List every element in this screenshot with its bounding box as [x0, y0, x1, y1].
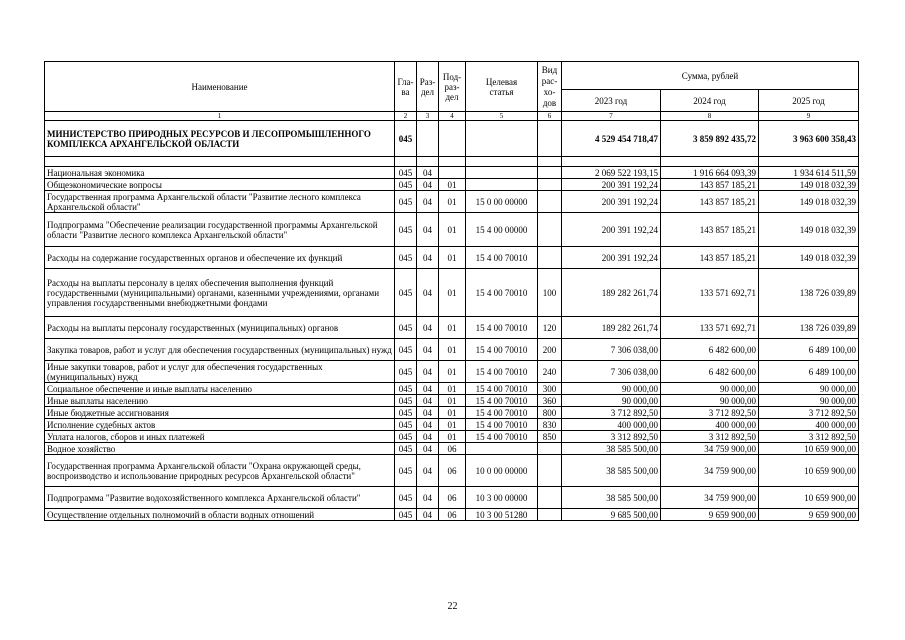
cell-razdel: 04 [417, 339, 439, 361]
table-row [45, 191, 859, 213]
cell-glava: 045 [395, 269, 417, 317]
cell-celevaya-statya [466, 167, 538, 179]
table-row [45, 509, 859, 521]
table-row [45, 213, 859, 247]
cell-celevaya-statya: 10 3 00 51280 [466, 509, 538, 521]
cell-glava: 045 [395, 407, 417, 419]
cell-sum-2025: 149 018 032,39 [759, 179, 859, 191]
cell-sum-2025: 10 659 900,00 [759, 455, 859, 487]
cell-podrazdel: 01 [439, 269, 466, 317]
cell-sum-2025: 3 963 600 358,43 [759, 121, 859, 157]
cell-glava: 045 [395, 383, 417, 395]
cell-name: Осуществление отдельных полномочий в области водных отношений [45, 509, 395, 521]
cell-celevaya-statya: 15 4 00 70010 [466, 317, 538, 339]
cell-podrazdel [439, 121, 466, 157]
cell-razdel [417, 157, 439, 167]
cell-sum-2024: 9 659 900,00 [661, 509, 759, 521]
table-row [45, 361, 859, 383]
cell-glava: 045 [395, 339, 417, 361]
col-number: 5 [466, 112, 538, 121]
cell-glava: 045 [395, 247, 417, 269]
cell-sum-2023: 90 000,00 [562, 383, 661, 395]
cell-sum-2025: 400 000,00 [759, 419, 859, 431]
cell-podrazdel: 01 [439, 317, 466, 339]
cell-sum-2023: 3 312 892,50 [562, 431, 661, 443]
cell-name: Иные выплаты населению [45, 395, 395, 407]
col-number: 9 [759, 112, 859, 121]
cell-vid-rashodov: 120 [538, 317, 562, 339]
col-number: 7 [562, 112, 661, 121]
cell-vid-rashodov: 360 [538, 395, 562, 407]
table-row [45, 407, 859, 419]
cell-name: Закупка товаров, работ и услуг для обеспечения государственных (муниципальных) нужд [45, 339, 395, 361]
cell-celevaya-statya [466, 157, 538, 167]
cell-razdel: 04 [417, 167, 439, 179]
cell-podrazdel: 01 [439, 395, 466, 407]
cell-razdel [417, 121, 439, 157]
cell-sum-2023: 38 585 500,00 [562, 487, 661, 509]
cell-glava: 045 [395, 121, 417, 157]
page-number: 22 [447, 601, 458, 612]
cell-razdel: 04 [417, 419, 439, 431]
cell-podrazdel: 01 [439, 247, 466, 269]
header-celevaya-statya: Целевая статья [466, 62, 538, 112]
cell-razdel: 04 [417, 179, 439, 191]
cell-vid-rashodov: 300 [538, 383, 562, 395]
header-razdel: Раз- дел [417, 62, 439, 112]
cell-sum-2023 [562, 157, 661, 167]
cell-sum-2023: 38 585 500,00 [562, 455, 661, 487]
cell-sum-2025: 6 489 100,00 [759, 361, 859, 383]
cell-glava: 045 [395, 443, 417, 455]
cell-name: Расходы на содержание государственных органов и обеспечение их функций [45, 247, 395, 269]
cell-glava: 045 [395, 455, 417, 487]
cell-vid-rashodov: 850 [538, 431, 562, 443]
col-number: 1 [45, 112, 395, 121]
header-summa: Сумма, рублей [562, 62, 859, 90]
cell-sum-2024: 6 482 600,00 [661, 361, 759, 383]
cell-razdel: 04 [417, 317, 439, 339]
cell-sum-2023: 2 069 522 193,15 [562, 167, 661, 179]
cell-sum-2024: 6 482 600,00 [661, 339, 759, 361]
cell-name: Национальная экономика [45, 167, 395, 179]
header-year-2023: 2023 год [562, 90, 661, 112]
cell-celevaya-statya: 15 4 00 70010 [466, 431, 538, 443]
cell-razdel: 04 [417, 247, 439, 269]
cell-razdel: 04 [417, 443, 439, 455]
table-row [45, 157, 859, 167]
table-body [45, 121, 859, 521]
cell-sum-2025: 9 659 900,00 [759, 509, 859, 521]
cell-vid-rashodov [538, 213, 562, 247]
cell-celevaya-statya: 15 4 00 70010 [466, 269, 538, 317]
cell-glava: 045 [395, 431, 417, 443]
cell-podrazdel: 01 [439, 339, 466, 361]
cell-sum-2024: 34 759 900,00 [661, 455, 759, 487]
col-number: 4 [439, 112, 466, 121]
cell-podrazdel: 06 [439, 455, 466, 487]
cell-sum-2024: 143 857 185,21 [661, 179, 759, 191]
cell-vid-rashodov [538, 191, 562, 213]
cell-celevaya-statya: 15 4 00 70010 [466, 361, 538, 383]
cell-razdel: 04 [417, 269, 439, 317]
cell-glava: 045 [395, 487, 417, 509]
cell-sum-2024 [661, 157, 759, 167]
cell-sum-2023: 200 391 192,24 [562, 191, 661, 213]
cell-sum-2023: 7 306 038,00 [562, 361, 661, 383]
cell-podrazdel [439, 167, 466, 179]
cell-sum-2025: 149 018 032,39 [759, 247, 859, 269]
col-number: 3 [417, 112, 439, 121]
cell-sum-2025: 149 018 032,39 [759, 213, 859, 247]
cell-celevaya-statya: 15 4 00 00000 [466, 213, 538, 247]
cell-name [45, 157, 395, 167]
table-row [45, 431, 859, 443]
cell-name: МИНИСТЕРСТВО ПРИРОДНЫХ РЕСУРСОВ И ЛЕСОПРОМЫШЛЕННОГО КОМПЛЕКСА АРХАНГЕЛЬСКОЙ ОБЛАСТИ [45, 121, 395, 157]
cell-razdel: 04 [417, 431, 439, 443]
cell-celevaya-statya: 15 4 00 70010 [466, 383, 538, 395]
cell-podrazdel: 01 [439, 431, 466, 443]
cell-glava: 045 [395, 317, 417, 339]
cell-podrazdel: 01 [439, 419, 466, 431]
cell-name: Исполнение судебных актов [45, 419, 395, 431]
cell-sum-2025 [759, 157, 859, 167]
cell-sum-2025: 6 489 100,00 [759, 339, 859, 361]
cell-vid-rashodov [538, 455, 562, 487]
cell-sum-2024: 133 571 692,71 [661, 269, 759, 317]
cell-name: Водное хозяйство [45, 443, 395, 455]
table-row [45, 167, 859, 179]
cell-razdel: 04 [417, 455, 439, 487]
table-row [45, 455, 859, 487]
cell-vid-rashodov [538, 509, 562, 521]
cell-podrazdel: 06 [439, 487, 466, 509]
table-row [45, 395, 859, 407]
cell-sum-2024: 133 571 692,71 [661, 317, 759, 339]
table-row [45, 179, 859, 191]
header-glava: Гла- ва [395, 62, 417, 112]
cell-sum-2024: 143 857 185,21 [661, 247, 759, 269]
cell-sum-2023: 4 529 454 718,47 [562, 121, 661, 157]
cell-sum-2025: 138 726 039,89 [759, 317, 859, 339]
cell-name: Расходы на выплаты персоналу в целях обеспечения выполнения функций государственными (муниципальными) органами, казенными учреждениями, органами управления государственными внебюджетными фондами [45, 269, 395, 317]
col-number: 8 [661, 112, 759, 121]
table-row [45, 443, 859, 455]
cell-sum-2024: 143 857 185,21 [661, 213, 759, 247]
cell-podrazdel: 01 [439, 383, 466, 395]
cell-celevaya-statya: 15 4 00 70010 [466, 339, 538, 361]
cell-name: Иные закупки товаров, работ и услуг для обеспечения государственных (муниципальных) нужд [45, 361, 395, 383]
table-row [45, 487, 859, 509]
cell-sum-2023: 3 712 892,50 [562, 407, 661, 419]
cell-podrazdel: 01 [439, 179, 466, 191]
cell-glava: 045 [395, 167, 417, 179]
cell-razdel: 04 [417, 361, 439, 383]
cell-sum-2023: 38 585 500,00 [562, 443, 661, 455]
cell-celevaya-statya: 10 0 00 00000 [466, 455, 538, 487]
cell-vid-rashodov [538, 121, 562, 157]
cell-name: Общеэкономические вопросы [45, 179, 395, 191]
cell-vid-rashodov [538, 179, 562, 191]
cell-name: Подпрограмма "Обеспечение реализации государственной программы Архангельской области "Развитие лесного комплекса Архангельской области" [45, 213, 395, 247]
cell-celevaya-statya: 15 4 00 70010 [466, 395, 538, 407]
table-header [45, 62, 859, 121]
cell-sum-2024: 34 759 900,00 [661, 487, 759, 509]
table-row [45, 339, 859, 361]
cell-glava [395, 157, 417, 167]
header-year-2024: 2024 год [661, 90, 759, 112]
cell-glava: 045 [395, 179, 417, 191]
table-row [45, 247, 859, 269]
cell-razdel: 04 [417, 407, 439, 419]
cell-name: Социальное обеспечение и иные выплаты населению [45, 383, 395, 395]
cell-vid-rashodov [538, 247, 562, 269]
cell-vid-rashodov [538, 443, 562, 455]
cell-glava: 045 [395, 419, 417, 431]
cell-podrazdel: 01 [439, 191, 466, 213]
cell-name: Расходы на выплаты персоналу государственных (муниципальных) органов [45, 317, 395, 339]
cell-vid-rashodov [538, 157, 562, 167]
cell-glava: 045 [395, 395, 417, 407]
cell-sum-2024: 90 000,00 [661, 395, 759, 407]
cell-sum-2023: 200 391 192,24 [562, 179, 661, 191]
table-row [45, 121, 859, 157]
cell-sum-2023: 200 391 192,24 [562, 247, 661, 269]
cell-vid-rashodov: 800 [538, 407, 562, 419]
cell-sum-2024: 400 000,00 [661, 419, 759, 431]
cell-glava: 045 [395, 509, 417, 521]
cell-vid-rashodov: 200 [538, 339, 562, 361]
budget-table [44, 61, 859, 521]
cell-sum-2023: 189 282 261,74 [562, 269, 661, 317]
header-name: Наименование [45, 62, 395, 112]
table-row [45, 317, 859, 339]
header-vid-rashodov: Вид рас- хо- дов [538, 62, 562, 112]
cell-vid-rashodov: 830 [538, 419, 562, 431]
cell-sum-2023: 200 391 192,24 [562, 213, 661, 247]
cell-sum-2025: 3 312 892,50 [759, 431, 859, 443]
cell-celevaya-statya [466, 121, 538, 157]
cell-podrazdel [439, 157, 466, 167]
cell-vid-rashodov: 240 [538, 361, 562, 383]
table-row [45, 419, 859, 431]
cell-celevaya-statya: 15 4 00 70010 [466, 247, 538, 269]
cell-sum-2025: 149 018 032,39 [759, 191, 859, 213]
cell-podrazdel: 06 [439, 509, 466, 521]
cell-sum-2024: 34 759 900,00 [661, 443, 759, 455]
cell-name: Государственная программа Архангельской области "Развитие лесного комплекса Архангельской области" [45, 191, 395, 213]
cell-sum-2024: 90 000,00 [661, 383, 759, 395]
cell-vid-rashodov [538, 487, 562, 509]
cell-name: Иные бюджетные ассигнования [45, 407, 395, 419]
col-number: 2 [395, 112, 417, 121]
cell-sum-2025: 10 659 900,00 [759, 443, 859, 455]
cell-razdel: 04 [417, 509, 439, 521]
cell-razdel: 04 [417, 383, 439, 395]
cell-sum-2025: 90 000,00 [759, 383, 859, 395]
cell-name: Уплата налогов, сборов и иных платежей [45, 431, 395, 443]
cell-podrazdel: 01 [439, 361, 466, 383]
cell-sum-2025: 1 934 614 511,59 [759, 167, 859, 179]
cell-glava: 045 [395, 191, 417, 213]
cell-vid-rashodov [538, 167, 562, 179]
cell-name: Государственная программа Архангельской области "Охрана окружающей среды, воспроизводство и использование природных ресурсов Архангельской области" [45, 455, 395, 487]
cell-razdel: 04 [417, 191, 439, 213]
cell-podrazdel: 01 [439, 407, 466, 419]
cell-sum-2024: 3 859 892 435,72 [661, 121, 759, 157]
cell-sum-2023: 9 685 500,00 [562, 509, 661, 521]
cell-celevaya-statya: 15 4 00 70010 [466, 419, 538, 431]
cell-sum-2023: 90 000,00 [562, 395, 661, 407]
cell-sum-2024: 3 312 892,50 [661, 431, 759, 443]
cell-celevaya-statya: 10 3 00 00000 [466, 487, 538, 509]
cell-glava: 045 [395, 361, 417, 383]
cell-celevaya-statya [466, 443, 538, 455]
cell-sum-2025: 3 712 892,50 [759, 407, 859, 419]
cell-razdel: 04 [417, 395, 439, 407]
cell-sum-2023: 400 000,00 [562, 419, 661, 431]
cell-vid-rashodov: 100 [538, 269, 562, 317]
cell-razdel: 04 [417, 487, 439, 509]
cell-sum-2024: 3 712 892,50 [661, 407, 759, 419]
cell-sum-2023: 7 306 038,00 [562, 339, 661, 361]
cell-podrazdel: 01 [439, 213, 466, 247]
cell-razdel: 04 [417, 213, 439, 247]
table-row [45, 269, 859, 317]
header-podrazdel: Под- раз- дел [439, 62, 466, 112]
header-year-2025: 2025 год [759, 90, 859, 112]
cell-sum-2025: 10 659 900,00 [759, 487, 859, 509]
cell-sum-2024: 143 857 185,21 [661, 191, 759, 213]
table-row [45, 383, 859, 395]
cell-sum-2025: 138 726 039,89 [759, 269, 859, 317]
col-number: 6 [538, 112, 562, 121]
cell-name: Подпрограмма "Развитие водохозяйственного комплекса Архангельской области" [45, 487, 395, 509]
cell-podrazdel: 06 [439, 443, 466, 455]
cell-celevaya-statya: 15 4 00 70010 [466, 407, 538, 419]
cell-celevaya-statya [466, 179, 538, 191]
column-numbers-row [45, 112, 859, 121]
cell-sum-2025: 90 000,00 [759, 395, 859, 407]
cell-sum-2023: 189 282 261,74 [562, 317, 661, 339]
cell-sum-2024: 1 916 664 093,39 [661, 167, 759, 179]
cell-glava: 045 [395, 213, 417, 247]
cell-celevaya-statya: 15 0 00 00000 [466, 191, 538, 213]
